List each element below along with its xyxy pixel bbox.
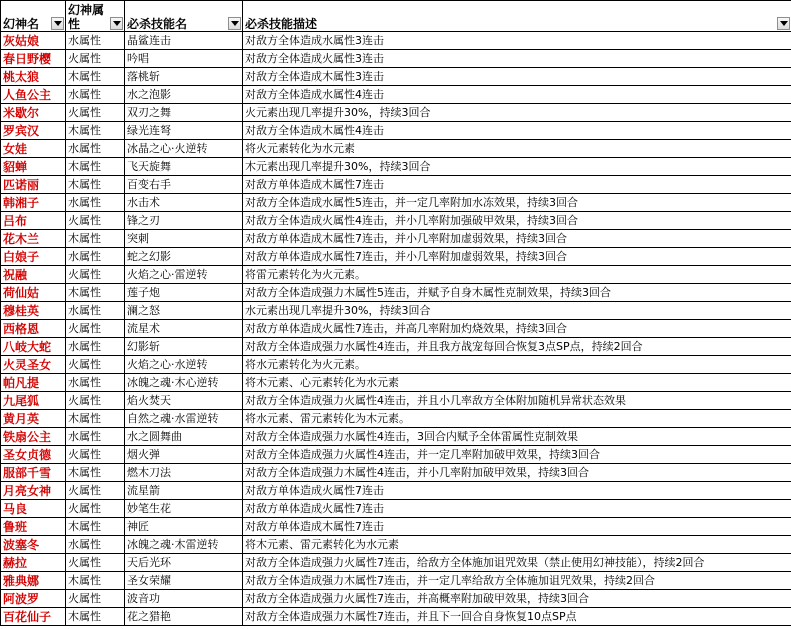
cell-hero-name[interactable]: 马良 <box>1 500 66 518</box>
table-row <box>1 50 791 68</box>
header-row <box>1 1 791 32</box>
table-row <box>1 212 791 230</box>
cell-hero-attribute[interactable]: 火属性 <box>66 554 125 572</box>
table-row <box>1 86 791 104</box>
table-row <box>1 230 791 248</box>
cell-skill-description[interactable]: 对敌方全体造成火属性3连击 <box>243 50 791 68</box>
cell-skill-name[interactable]: 自然之魂·水雷逆转 <box>125 410 243 428</box>
cell-hero-attribute[interactable]: 火属性 <box>66 104 125 122</box>
cell-skill-name[interactable]: 突刺 <box>125 230 243 248</box>
cell-hero-attribute[interactable]: 木属性 <box>66 122 125 140</box>
cell-skill-description[interactable]: 对敌方全体造成强力木属性5连击，并赋予自身木属性克制效果，持续3回合 <box>243 284 791 302</box>
table-row <box>1 428 791 446</box>
cell-skill-name[interactable]: 火焰之心·水逆转 <box>125 356 243 374</box>
cell-hero-attribute[interactable]: 火属性 <box>66 50 125 68</box>
table-row <box>1 446 791 464</box>
table-row <box>1 536 791 554</box>
cell-skill-name[interactable]: 火焰之心·雷逆转 <box>125 266 243 284</box>
cell-hero-attribute[interactable]: 水属性 <box>66 140 125 158</box>
cell-hero-attribute[interactable]: 火属性 <box>66 446 125 464</box>
cell-skill-name[interactable]: 水之泡影 <box>125 86 243 104</box>
cell-skill-name[interactable]: 吟唱 <box>125 50 243 68</box>
table-row <box>1 68 791 86</box>
cell-skill-name[interactable]: 冰魄之魂·木雷逆转 <box>125 536 243 554</box>
cell-hero-attribute[interactable]: 火属性 <box>66 500 125 518</box>
cell-hero-name[interactable]: 铁扇公主 <box>1 428 66 446</box>
cell-skill-name[interactable]: 幻影斩 <box>125 338 243 356</box>
cell-skill-name[interactable]: 百变右手 <box>125 176 243 194</box>
cell-hero-attribute[interactable]: 水属性 <box>66 338 125 356</box>
cell-hero-attribute[interactable]: 水属性 <box>66 302 125 320</box>
cell-skill-description[interactable]: 将火元素转化为水元素 <box>243 140 791 158</box>
cell-skill-description[interactable]: 对敌方单体造成木属性7连击，并小几率附加虚弱效果，持续3回合 <box>243 230 791 248</box>
cell-skill-name[interactable]: 莲子炮 <box>125 284 243 302</box>
cell-hero-name[interactable]: 八岐大蛇 <box>1 338 66 356</box>
cell-skill-name[interactable]: 流星术 <box>125 320 243 338</box>
cell-hero-attribute[interactable]: 木属性 <box>66 176 125 194</box>
table-row <box>1 554 791 572</box>
cell-skill-name[interactable]: 水之圆舞曲 <box>125 428 243 446</box>
table-row <box>1 608 791 626</box>
cell-hero-name[interactable]: 花木兰 <box>1 230 66 248</box>
cell-skill-description[interactable]: 木元素出现几率提升30%，持续3回合 <box>243 158 791 176</box>
cell-skill-description[interactable]: 将木元素、心元素转化为水元素 <box>243 374 791 392</box>
cell-hero-attribute[interactable]: 火属性 <box>66 356 125 374</box>
header-label: 幻神名 <box>3 17 40 31</box>
table-row <box>1 266 791 284</box>
cell-hero-attribute[interactable]: 水属性 <box>66 86 125 104</box>
filter-dropdown-icon[interactable] <box>228 17 241 30</box>
header-label: 幻神属性 <box>68 3 105 31</box>
cell-hero-attribute[interactable]: 水属性 <box>66 32 125 50</box>
cell-skill-name[interactable]: 澜之怒 <box>125 302 243 320</box>
cell-hero-name[interactable]: 祝融 <box>1 266 66 284</box>
cell-skill-name[interactable]: 流星箭 <box>125 482 243 500</box>
cell-skill-description[interactable]: 对敌方全体造成强力木属性4连击，并小几率附加破甲效果，持续3回合 <box>243 464 791 482</box>
cell-hero-attribute[interactable]: 火属性 <box>66 266 125 284</box>
table-row <box>1 320 791 338</box>
header-hero-attribute <box>66 1 125 32</box>
cell-hero-name[interactable]: 九尾狐 <box>1 392 66 410</box>
table-row <box>1 194 791 212</box>
cell-skill-name[interactable]: 神匠 <box>125 518 243 536</box>
cell-skill-description[interactable]: 对敌方全体造成强力木属性7连击，并且下一回合自身恢复10点SP点 <box>243 608 791 626</box>
cell-hero-name[interactable]: 春日野樱 <box>1 50 66 68</box>
cell-hero-attribute[interactable]: 木属性 <box>66 158 125 176</box>
cell-skill-description[interactable]: 对敌方单体造成火属性7连击 <box>243 500 791 518</box>
cell-skill-description[interactable]: 对敌方全体造成强力火属性4连击，并一定几率附加破甲效果，持续3回合 <box>243 446 791 464</box>
cell-hero-name[interactable]: 荷仙姑 <box>1 284 66 302</box>
cell-skill-name[interactable]: 焰火焚天 <box>125 392 243 410</box>
cell-hero-name[interactable]: 百花仙子 <box>1 608 66 626</box>
cell-hero-attribute[interactable]: 水属性 <box>66 536 125 554</box>
cell-skill-name[interactable]: 水击术 <box>125 194 243 212</box>
cell-hero-name[interactable]: 罗宾汉 <box>1 122 66 140</box>
cell-skill-name[interactable]: 波音功 <box>125 590 243 608</box>
cell-hero-attribute[interactable]: 木属性 <box>66 284 125 302</box>
cell-hero-name[interactable]: 穆桂英 <box>1 302 66 320</box>
table-row <box>1 158 791 176</box>
cell-hero-name[interactable]: 阿波罗 <box>1 590 66 608</box>
table-row <box>1 590 791 608</box>
cell-hero-attribute[interactable]: 木属性 <box>66 608 125 626</box>
cell-hero-name[interactable]: 服部千雪 <box>1 464 66 482</box>
cell-skill-name[interactable]: 冰魄之魂·木心逆转 <box>125 374 243 392</box>
cell-skill-description[interactable]: 对敌方全体造成木属性4连击 <box>243 122 791 140</box>
cell-skill-description[interactable]: 对敌方全体造成强力木属性7连击，并一定几率给敌方全体施加诅咒效果，持续2回合 <box>243 572 791 590</box>
header-hero-name <box>1 1 66 32</box>
table-row <box>1 338 791 356</box>
cell-skill-name[interactable]: 天后光环 <box>125 554 243 572</box>
cell-hero-attribute[interactable]: 火属性 <box>66 320 125 338</box>
table-row <box>1 122 791 140</box>
cell-hero-attribute[interactable]: 木属性 <box>66 518 125 536</box>
cell-hero-attribute[interactable]: 火属性 <box>66 392 125 410</box>
cell-skill-description[interactable]: 对敌方单体造成木属性7连击 <box>243 518 791 536</box>
cell-skill-name[interactable]: 蛇之幻影 <box>125 248 243 266</box>
table-row <box>1 356 791 374</box>
cell-hero-name[interactable]: 吕布 <box>1 212 66 230</box>
cell-hero-name[interactable]: 灰姑娘 <box>1 32 66 50</box>
cell-skill-description[interactable]: 将水元素转化为火元素。 <box>243 356 791 374</box>
cell-skill-name[interactable]: 妙笔生花 <box>125 500 243 518</box>
cell-skill-description[interactable]: 将木元素、雷元素转化为水元素 <box>243 536 791 554</box>
header-skill-description <box>243 1 791 32</box>
cell-hero-name[interactable]: 人鱼公主 <box>1 86 66 104</box>
table-row <box>1 176 791 194</box>
cell-skill-description[interactable]: 对敌方全体造成强力火属性4连击，并且小几率敌方全体附加随机异常状态效果 <box>243 392 791 410</box>
table-row <box>1 302 791 320</box>
table-row <box>1 482 791 500</box>
cell-hero-name[interactable]: 米歇尔 <box>1 104 66 122</box>
cell-skill-name[interactable]: 晶鲨连击 <box>125 32 243 50</box>
table-row <box>1 464 791 482</box>
cell-skill-description[interactable]: 对敌方全体造成水属性3连击 <box>243 32 791 50</box>
cell-skill-name[interactable]: 燃木刀法 <box>125 464 243 482</box>
cell-hero-name[interactable]: 雅典娜 <box>1 572 66 590</box>
cell-skill-description[interactable]: 对敌方单体造成木属性7连击 <box>243 176 791 194</box>
cell-skill-description[interactable]: 对敌方全体造成木属性3连击 <box>243 68 791 86</box>
cell-skill-description[interactable]: 对敌方全体造成强力火属性7连击，并高概率附加破甲效果，持续3回合 <box>243 590 791 608</box>
cell-skill-description[interactable]: 对敌方单体造成火属性7连击 <box>243 482 791 500</box>
cell-hero-attribute[interactable]: 火属性 <box>66 590 125 608</box>
cell-hero-attribute[interactable]: 木属性 <box>66 230 125 248</box>
cell-hero-name[interactable]: 月亮女神 <box>1 482 66 500</box>
cell-skill-name[interactable]: 花之猎艳 <box>125 608 243 626</box>
cell-hero-attribute[interactable]: 木属性 <box>66 68 125 86</box>
cell-hero-name[interactable]: 西格恩 <box>1 320 66 338</box>
cell-skill-description[interactable]: 对敌方全体造成水属性5连击，并一定几率附加水冻效果，持续3回合 <box>243 194 791 212</box>
cell-hero-name[interactable]: 波塞冬 <box>1 536 66 554</box>
cell-hero-attribute[interactable]: 水属性 <box>66 248 125 266</box>
cell-hero-name[interactable]: 圣女贞德 <box>1 446 66 464</box>
cell-skill-description[interactable]: 水元素出现几率提升30%，持续3回合 <box>243 302 791 320</box>
cell-skill-description[interactable]: 对敌方全体造成强力水属性4连击，3回合内赋予全体雷属性克制效果 <box>243 428 791 446</box>
cell-hero-name[interactable]: 鲁班 <box>1 518 66 536</box>
cell-hero-name[interactable]: 桃太狼 <box>1 68 66 86</box>
cell-skill-description[interactable]: 对敌方全体造成火属性4连击，并小几率附加强破甲效果，持续3回合 <box>243 212 791 230</box>
cell-hero-attribute[interactable]: 火属性 <box>66 212 125 230</box>
cell-skill-name[interactable]: 锋之刃 <box>125 212 243 230</box>
cell-hero-name[interactable]: 火灵圣女 <box>1 356 66 374</box>
cell-skill-name[interactable]: 冰晶之心·火逆转 <box>125 140 243 158</box>
cell-hero-name[interactable]: 貂蝉 <box>1 158 66 176</box>
cell-hero-name[interactable]: 女娃 <box>1 140 66 158</box>
header-label: 必杀技能描述 <box>245 17 318 31</box>
table-row <box>1 410 791 428</box>
cell-hero-name[interactable]: 匹诺丽 <box>1 176 66 194</box>
table-row <box>1 500 791 518</box>
table-row <box>1 104 791 122</box>
cell-hero-attribute[interactable]: 木属性 <box>66 410 125 428</box>
table-row <box>1 572 791 590</box>
cell-skill-name[interactable]: 圣女荣耀 <box>125 572 243 590</box>
cell-skill-name[interactable]: 双刃之舞 <box>125 104 243 122</box>
cell-skill-name[interactable]: 飞天旋舞 <box>125 158 243 176</box>
cell-skill-description[interactable]: 对敌方单体造成水属性7连击，并小几率附加虚弱效果，持续3回合 <box>243 248 791 266</box>
table-row <box>1 140 791 158</box>
cell-skill-description[interactable]: 将水元素、雷元素转化为木元素。 <box>243 410 791 428</box>
cell-hero-name[interactable]: 黄月英 <box>1 410 66 428</box>
table-row <box>1 392 791 410</box>
table-row <box>1 284 791 302</box>
cell-hero-attribute[interactable]: 火属性 <box>66 482 125 500</box>
table-row <box>1 374 791 392</box>
cell-skill-description[interactable]: 火元素出现几率提升30%，持续3回合 <box>243 104 791 122</box>
cell-hero-attribute[interactable]: 木属性 <box>66 572 125 590</box>
cell-hero-name[interactable]: 赫拉 <box>1 554 66 572</box>
filter-dropdown-icon[interactable] <box>777 17 790 30</box>
table-row <box>1 248 791 266</box>
cell-skill-description[interactable]: 对敌方全体造成水属性4连击 <box>243 86 791 104</box>
cell-skill-description[interactable]: 对敌方单体造成火属性7连击，并高几率附加灼烧效果，持续3回合 <box>243 320 791 338</box>
header-label: 必杀技能名 <box>127 17 188 31</box>
table-row <box>1 518 791 536</box>
cell-hero-name[interactable]: 韩湘子 <box>1 194 66 212</box>
cell-skill-name[interactable]: 烟火弹 <box>125 446 243 464</box>
cell-hero-attribute[interactable]: 木属性 <box>66 464 125 482</box>
cell-skill-description[interactable]: 对敌方全体造成强力水属性4连击，并且我方战宠每回合恢复3点SP点，持续2回合 <box>243 338 791 356</box>
cell-hero-attribute[interactable]: 水属性 <box>66 428 125 446</box>
cell-skill-description[interactable]: 将雷元素转化为火元素。 <box>243 266 791 284</box>
cell-skill-description[interactable]: 对敌方全体造成强力火属性7连击，给敌方全体施加诅咒效果（禁止使用幻神技能），持续2回合 <box>243 554 791 572</box>
filter-dropdown-icon[interactable] <box>110 17 123 30</box>
cell-hero-name[interactable]: 白娘子 <box>1 248 66 266</box>
header-skill-name <box>125 1 243 32</box>
cell-hero-attribute[interactable]: 水属性 <box>66 374 125 392</box>
filter-dropdown-icon[interactable] <box>51 17 64 30</box>
table-row <box>1 32 791 50</box>
cell-hero-attribute[interactable]: 水属性 <box>66 194 125 212</box>
cell-skill-name[interactable]: 绿光连弩 <box>125 122 243 140</box>
cell-hero-name[interactable]: 帕凡提 <box>1 374 66 392</box>
cell-skill-name[interactable]: 落桃斩 <box>125 68 243 86</box>
